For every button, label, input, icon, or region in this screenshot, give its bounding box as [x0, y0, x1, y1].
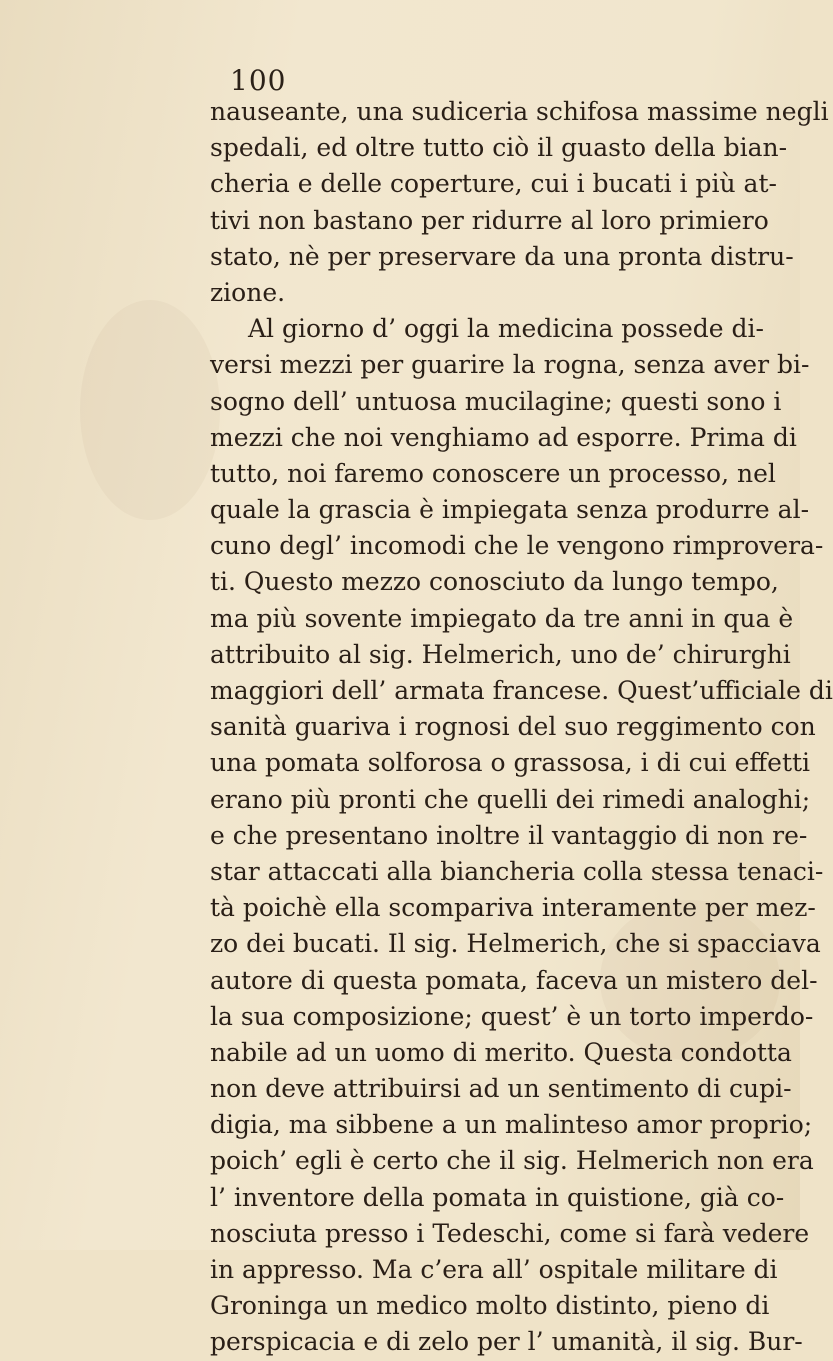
- text-line: nabile ad un uomo di merito. Questa condotta: [210, 1037, 792, 1067]
- text-line: versi mezzi per guarire la rogna, senza aver bi-: [210, 350, 810, 380]
- text-line: autore di questa pomata, faceva un mistero del-: [210, 965, 818, 995]
- text-line: l’ inventore della pomata in quistione, già co-: [210, 1182, 785, 1212]
- text-line: maggiori dell’ armata francese. Quest’ufficiale di: [210, 676, 833, 705]
- text-line: stato, nè per preservare da una pronta distru-: [210, 241, 794, 271]
- text-line: tà poichè ella scompariva interamente per mez-: [210, 893, 816, 923]
- text-line: digia, ma sibbene a un malinteso amor proprio;: [210, 1110, 813, 1140]
- text-line: e che presentano inoltre il vantaggio di non re-: [210, 820, 808, 850]
- text-line: zo dei bucati. Il sig. Helmerich, che si spacciava: [210, 929, 821, 959]
- text-line: attribuito al sig. Helmerich, uno de’ chirurghi: [210, 639, 791, 669]
- text-line: nosciuta presso i Tedeschi, come si farà vedere: [210, 1218, 810, 1248]
- text-line: zione.: [210, 277, 286, 307]
- text-line: la sua composizione; quest’ è un torto imperdo-: [210, 1001, 814, 1031]
- text-line: poich’ egli è certo che il sig. Helmerich non era: [210, 1146, 814, 1176]
- text-line: ma più sovente impiegato da tre anni in qua è: [210, 603, 794, 633]
- text-line: erano più pronti che quelli dei rimedi analoghi;: [210, 784, 811, 814]
- text-line: ti. Questo mezzo conosciuto da lungo tempo,: [210, 567, 779, 597]
- text-line: cuno degl’ incomodi che le vengono rimprovera-: [210, 531, 824, 561]
- page-number: 100: [230, 64, 287, 97]
- body-text: [210, 94, 833, 1361]
- text-line: cheria e delle coperture, cui i bucati i più at-: [210, 169, 777, 199]
- text-line: perspicacia e di zelo per l’ umanità, il sig. Bur-: [210, 1327, 803, 1357]
- text-line: sogno dell’ untuosa mucilagine; questi sono i: [210, 386, 782, 416]
- text-line: sanità guariva i rognosi del suo reggimento con: [210, 712, 816, 742]
- text-line: mezzi che noi venghiamo ad esporre. Prima di: [210, 422, 797, 452]
- text-line: tivi non bastano per ridurre al loro primiero: [210, 205, 769, 235]
- text-line: Groninga un medico molto distinto, pieno di: [210, 1291, 770, 1321]
- text-line: star attaccati alla biancheria colla stessa tenaci-: [210, 856, 824, 886]
- text-line: spedali, ed oltre tutto ciò il guasto della bian-: [210, 133, 788, 163]
- text-line: tutto, noi faremo conoscere un processo, nel: [210, 458, 776, 488]
- text-line: in appresso. Ma c’era all’ ospitale militare di: [210, 1255, 778, 1284]
- text-line: non deve attribuirsi ad un sentimento di cupi-: [210, 1074, 792, 1104]
- text-line: quale la grascia è impiegata senza produrre al-: [210, 495, 810, 525]
- text-line: Al giorno d’ oggi la medicina possede di-: [248, 314, 764, 344]
- text-line: una pomata solforosa o grassosa, i di cui effetti: [210, 748, 811, 778]
- paper-stain: [80, 300, 220, 520]
- text-line: nauseante, una sudiceria schifosa massime negli: [210, 97, 829, 126]
